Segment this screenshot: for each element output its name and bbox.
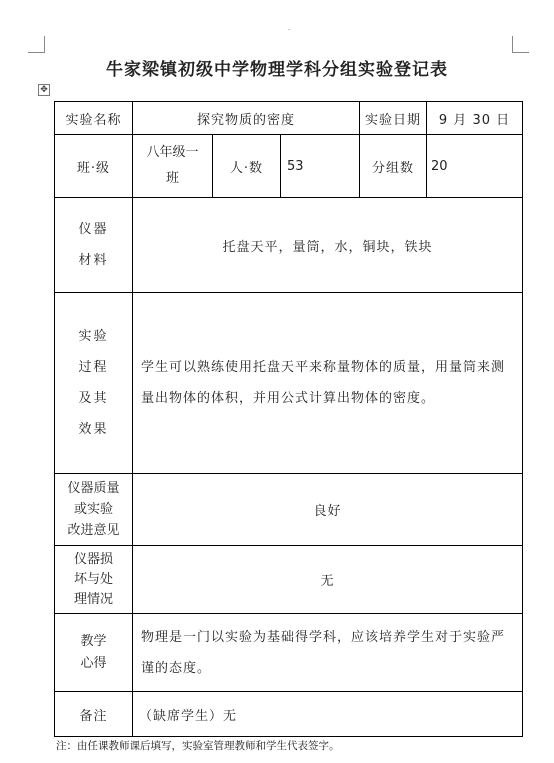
value-remarks[interactable]: （缺席学生）无 (133, 692, 523, 737)
header-mark: · (288, 26, 291, 34)
label-damage (55, 546, 133, 614)
table-row-teaching (55, 614, 523, 692)
table-row-quality (55, 474, 523, 546)
footer-note: 注：由任课教师课后填写，实验室管理教师和学生代表签字。 (56, 740, 340, 752)
label-process-line4: 效果 (78, 422, 109, 437)
label-process-line1: 实验 (78, 329, 109, 344)
value-class-line2: 班 (165, 171, 179, 186)
label-experiment-date: 实验日期 (360, 102, 427, 135)
value-equipment[interactable]: 托盘天平，量筒，水，铜块，铁块 (133, 198, 523, 293)
label-student-count: 人·数 (213, 135, 281, 198)
label-process-line3: 及其 (78, 391, 109, 406)
value-damage[interactable]: 无 (133, 546, 523, 614)
label-damage-line1: 仪器损 (73, 551, 113, 567)
value-process[interactable]: 学生可以熟练使用托盘天平来称量物体的质量，用量筒来测量出物体的体积，并用公式计算出物体的密度。 (133, 293, 523, 474)
label-damage-line2: 坏与处 (73, 571, 113, 587)
crop-mark-top-right (512, 36, 529, 53)
label-quality-line1: 仪器质量 (67, 481, 120, 496)
table-row-damage (55, 546, 523, 614)
registration-table (54, 101, 523, 737)
table-move-handle-icon[interactable]: ✥ (38, 84, 50, 96)
label-teaching-line2: 心得 (80, 655, 107, 671)
label-quality-line2: 或实验 (73, 502, 113, 517)
value-class-line1: 八年级一 (146, 145, 199, 160)
label-teaching (55, 614, 133, 692)
value-group-count[interactable]: 20 (427, 135, 523, 198)
label-process-line2: 过程 (78, 360, 109, 375)
label-class: 班·级 (55, 135, 133, 198)
table-row-equipment (55, 198, 523, 293)
table-row-name-date (55, 102, 523, 135)
label-equipment-line2: 材料 (78, 253, 109, 268)
page-title: 牛家梁镇初级中学物理学科分组实验登记表 (106, 60, 448, 80)
label-group-count: 分组数 (360, 135, 427, 198)
crop-mark-top-left (28, 36, 45, 53)
label-experiment-name: 实验名称 (55, 102, 133, 135)
label-remarks: 备注 (55, 692, 133, 737)
value-teaching[interactable]: 物理是一门以实验为基础得学科，应该培养学生对于实验严谨的态度。 (133, 614, 523, 692)
value-student-count[interactable]: 53 (281, 135, 360, 198)
label-process (55, 293, 133, 474)
value-experiment-date[interactable]: 9 月 30 日 (427, 102, 523, 135)
label-teaching-line1: 教学 (80, 633, 107, 649)
table-row-class (55, 135, 523, 198)
value-quality[interactable]: 良好 (133, 474, 523, 546)
label-equipment (55, 198, 133, 293)
label-damage-line3: 理情况 (73, 591, 113, 607)
value-experiment-name[interactable]: 探究物质的密度 (133, 102, 360, 135)
label-quality (55, 474, 133, 546)
table-row-remarks (55, 692, 523, 737)
table-row-process (55, 293, 523, 474)
value-class[interactable] (133, 135, 213, 198)
label-equipment-line1: 仪器 (78, 222, 109, 237)
label-quality-line3: 改进意见 (67, 523, 120, 538)
